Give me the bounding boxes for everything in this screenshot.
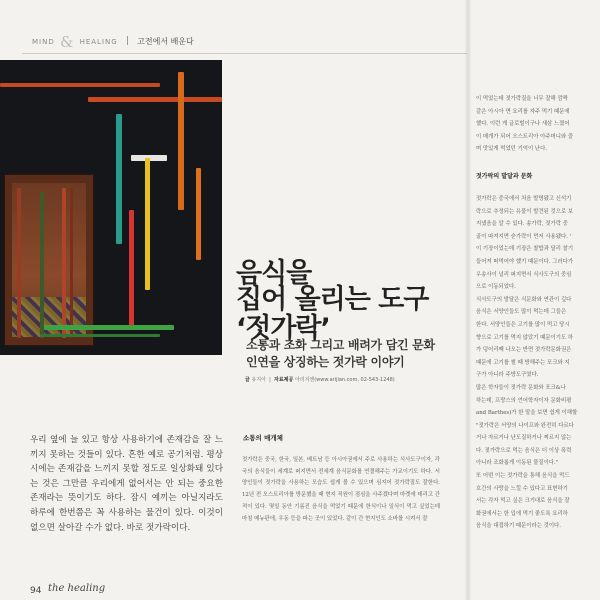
body-column-right-top: 이 먹었는데 젓가락질을 너무 잘해 깜짝 같은 아시아 면 요리를 자주 먹기 때문에 했다. 이런 게 글로벌이구나 새삼 느꼈어 이 매개가 되어 오스트리아 아주머니와 즐 며 맛있게 먹었던 기억이 난다. (476, 96, 574, 153)
intro-paragraph: 우리 옆에 늘 있고 항상 사용하기에 존재감을 잘 느끼지 못하는 것들이 있다. 흔한 예로 공기처럼. 평상시에는 존재감을 느끼지 못할 정도로 일상화돼 있다는 것은 그만큼 우리에게 없어서는 안 되는 중요한 존재라는 뜻이기도 하다. 잠시 예끼는 아닐지라도 하루에 한번쯤은 꼭 사용하는 물건이 있다. 이것이 없으면 살아갈 수가 없다. 바로 젓가락이다. (30, 435, 223, 533)
title-line-3: ‘젓가락’ (236, 313, 330, 344)
page-gutter (465, 0, 471, 600)
header-section-title: 고전에서 배운다 (137, 37, 194, 46)
subtitle-line-2: 인연을 상징하는 젓가락 이야기 (246, 355, 405, 369)
body-column-right: 젓가락은 중국에서 처음 발명됐고 신석기 락으로 추정되는 유물이 발견된 것으로 보 지냈음을 알 수 있다. 송가락, 젓가락 중 골이 따져지면 숟가락이 먼저 사용됐다. ' 이 기장이었는데 기장은 찰밥과 달리 찰기 들어져 떠먹어야 했기 때문이다. 그러다가 우송사이 널리 퍼지면서 식사도구의 중심 으로 이동되었다. 식사도구의 발달은 식문화와 연관이 깊다 음식은 서양인들도 많이 먹는데 그들은 한다. 서양인들은 고기를 많이 먹고 당시 향으로 고기를 먹지 않았기 때문이기도 하 가 덩어리째 나오는 반면 젓가락문화권은 때문에 고기를 썰 때 방해주는 포크와 지 구가 아니라 주방도구였다. 많은 학자들이 젓가락 문화와 포크&나 하는데, 프랑스의 언어학자이자 문화비평 and Barthes)가 한 말을 보면 쉽게 이해할 "젓가락은 서양의 나이프와 완전히 다르다 거나 자르거나 난도질하거나 찌르지 않는 다. 젓가락으로 먹는 음식은 더 이상 폭력 아니라 조화롭게 이동된 물질이다." 또 어떤 이는 젓가락을 통해 음식을 먹드 호간의 사랑을 느낄 수 있다고 표현하기 서는 각자 먹고 싶은 크기대로 음식을 잘 화권에서는 한 입에 먹기 좋도록 요리하 음식을 대접하기 때문이라는 것이다. (476, 196, 578, 530)
page-number: 94 (30, 586, 42, 596)
magazine-brand: the healing (48, 583, 106, 594)
section-heading-chopstick-culture: 젓가락의 발달과 문화 (476, 173, 533, 180)
subtitle-line-1: 소통과 조화 그리고 배려가 담긴 문화 (246, 338, 435, 352)
chopsticks-photo (0, 60, 222, 355)
credit-line: 글 유지아 | 자료제공 아리지엔(www.arijian.com, 02-543-1248) (245, 377, 395, 383)
header-healing: HEALING (79, 38, 118, 46)
section-heading-communication: 소통의 매개체 (243, 434, 283, 442)
title-line-1: 음식을 (236, 258, 312, 289)
section-header (32, 33, 194, 51)
header-rule (22, 53, 467, 54)
header-mind: MIND (32, 38, 55, 46)
header-ampersand: & (59, 33, 75, 51)
header-divider (127, 36, 128, 45)
title-line-2: 집어 올리는 도구 (236, 284, 429, 315)
body-column-middle: 젓가락은 중국, 한국, 일본, 베트남 등 아시아권에서 주로 사용하는 식사도구이자, 각국의 음식들이 세계로 퍼지면서 전세계 음식문화를 연결해주는 가교이기도 하다. 서양인들이 젓가락을 사용하는 모습도 쉽게 볼 수 있으며 심지어 젓가락질도 잘한다. 12년 전 오스트리아를 방문했을 때 현지 직원이 점심을 사주겠다며 마켓에 데리고 간 적이 있다. 몇일 동안 기름진 음식을 먹었기 때문에 한식이나 일식이 먹고 싶었는데 마침 메뉴판에, 우동 등을 파는 곳이 있었다. 같이 간 현지인도 소바를 시켜서 잘 (242, 457, 440, 522)
